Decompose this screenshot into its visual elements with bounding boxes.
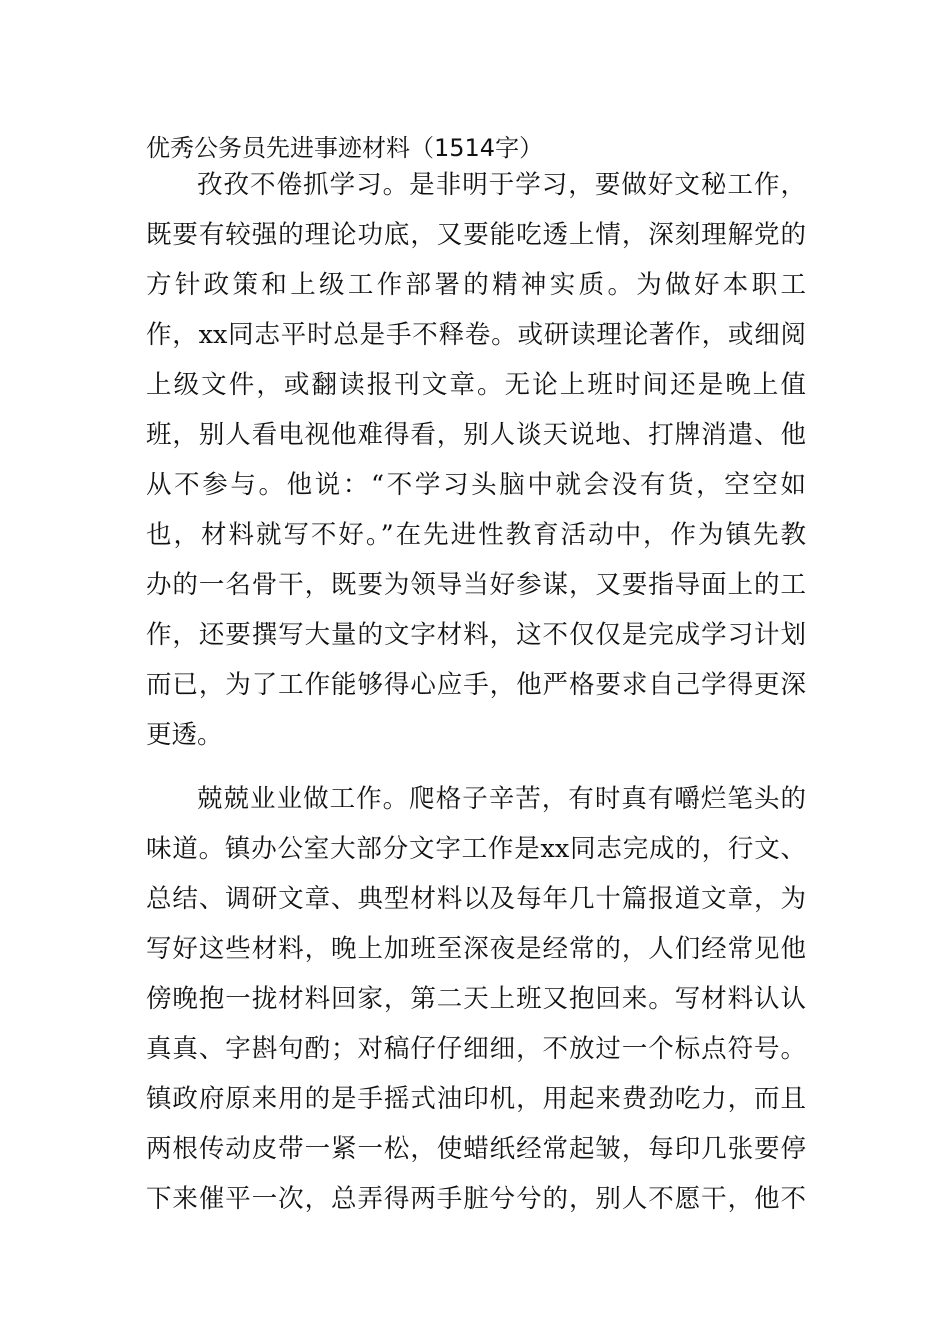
text-line: 镇政府原来用的是手摇式油印机，用起来费劲吃力，而且 — [146, 1084, 806, 1114]
text-line: 班，别人看电视他难得看，别人谈天说地、打牌消遣、他 — [146, 420, 806, 450]
paragraph-lead: 兢兢业业做工作 — [197, 784, 383, 814]
text-line: 作，xx同志平时总是手不释卷。或研读理论著作，或细阅 — [146, 320, 806, 350]
text-line: 下来催平一次，总弄得两手脏兮兮的，别人不愿干，他不 — [146, 1184, 806, 1214]
text-line: 孜孜不倦抓学习。是非明于学习，要做好文秘工作， — [197, 170, 806, 200]
document-title: 优秀公务员先进事迹材料（1514字） — [146, 134, 544, 162]
text-line: 方针政策和上级工作部署的精神实质。为做好本职工 — [146, 270, 806, 300]
text-line: 两根传动皮带一紧一松，使蜡纸经常起皱，每印几张要停 — [146, 1134, 806, 1164]
text-line: 也，材料就写不好。”在先进性教育活动中，作为镇先教 — [146, 520, 806, 550]
text-line: 上级文件，或翻读报刊文章。无论上班时间还是晚上值 — [146, 370, 806, 400]
text-line — [146, 774, 806, 824]
text-line: 更透。 — [146, 720, 223, 750]
paragraph-work — [146, 774, 806, 1224]
paragraph-study — [146, 160, 806, 760]
text-line: 傍晚抱一拢材料回家，第二天上班又抱回来。写材料认认 — [146, 984, 806, 1014]
text-line: 味道。镇办公室大部分文字工作是xx同志完成的，行文、 — [146, 834, 806, 864]
text-line: 从不参与。他说：“不学习头脑中就会没有货，空空如 — [146, 470, 806, 500]
text-line: 写好这些材料，晚上加班至深夜是经常的，人们经常见他 — [146, 934, 806, 964]
text-line: 总结、调研文章、典型材料以及每年几十篇报道文章，为 — [146, 884, 806, 914]
text-line-rest: 。爬格子辛苦，有时真有嚼烂笔头的 — [382, 784, 806, 814]
text-line: 而已，为了工作能够得心应手，他严格要求自己学得更深 — [146, 670, 806, 700]
text-line: 既要有较强的理论功底，又要能吃透上情，深刻理解党的 — [146, 220, 806, 250]
text-line: 作，还要撰写大量的文字材料，这不仅仅是完成学习计划 — [146, 620, 806, 650]
text-line: 真真、字斟句酌；对稿仔仔细细，不放过一个标点符号。 — [146, 1034, 806, 1064]
text-line: 办的一名骨干，既要为领导当好参谋，又要指导面上的工 — [146, 570, 806, 600]
